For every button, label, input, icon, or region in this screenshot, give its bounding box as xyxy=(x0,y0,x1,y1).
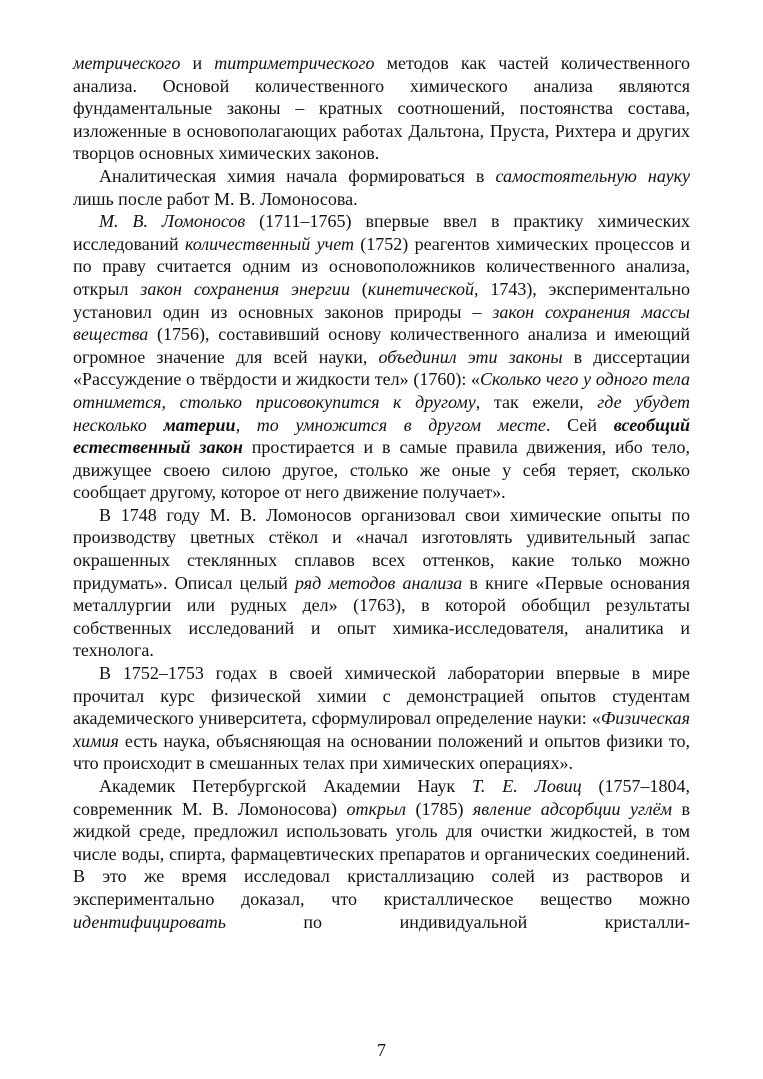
bold-italic-text: материи xyxy=(163,414,236,435)
italic-text: открыл xyxy=(346,798,406,819)
paragraph xyxy=(73,210,690,504)
body-text xyxy=(73,52,690,933)
italic-text: ряд методов анализа xyxy=(294,572,463,593)
italic-text: закон сохранения массы вещества xyxy=(73,301,690,345)
italic-text: метрического xyxy=(73,53,181,73)
text-run: (1752) реагентов химических процессов и по праву считается одним из основоположников количественного анализа, открыл xyxy=(73,233,690,299)
italic-text: явление адсорбции углём xyxy=(472,798,673,819)
text-run: методов как частей количественного анализа. Основой количественного химического анализа являются фундаментальные законы – кратных соотношений, постоянства состава, изложенные в основополагающих работах Дальтона, Пруста, Рихтера и других творцов основных химических законов. xyxy=(73,53,691,164)
text-run: В 1752–1753 годах в своей химической лаборатории впервые в мире прочитал курс физической химии с демонстрацией опытов студентам академического университета, сформулировал определение науки: « xyxy=(73,663,690,729)
italic-text: количественный учет xyxy=(184,233,354,254)
italic-text: титриметрического xyxy=(214,53,375,73)
text-run: в жидкой среде, предложил использовать уголь для очистки жидкостей, в том числе воды, спирта, фармацевтических препаратов и органических соединений. В это же время исследовал кристаллизацию солей из растворов и экспериментально доказал, что кристаллическое вещество можно xyxy=(73,798,691,909)
text-run: простирается и в самые правила движения, ибо тело, движущее своею силою другое, столько же оные у себя теряет, сколько сообщает другому, которое от него движение получает». xyxy=(73,437,691,503)
text-run: Аналитическая химия начала формироваться в xyxy=(99,165,496,186)
paragraph xyxy=(73,52,690,165)
paragraph xyxy=(73,662,690,775)
text-run: ( xyxy=(349,278,368,299)
paragraph xyxy=(73,775,690,933)
text-run: (1757–1804, современник М. В. Ломоносова) xyxy=(73,776,690,819)
italic-text: Сколько чего у одного тела отнимется, столько присовокупится к другому xyxy=(73,369,690,412)
text-run: (1756), составивший основу количественного анализа и имеющий огромное значение для всей науки, xyxy=(73,324,690,367)
text-run: . Сей xyxy=(545,414,614,435)
italic-text: М. В. Ломоносов xyxy=(99,211,246,232)
italic-text: где убудет несколько xyxy=(73,391,690,435)
text-run: , так ежели, xyxy=(475,391,598,412)
page-number: 7 xyxy=(377,1040,386,1060)
italic-text: Физическая химия xyxy=(73,708,690,751)
italic-text: закон сохранения энергии xyxy=(140,278,350,299)
italic-text: кинетической xyxy=(367,278,474,299)
bold-italic-text: всеобщий естественный закон xyxy=(73,414,690,458)
paragraph xyxy=(73,504,690,662)
italic-text: идентифицировать xyxy=(73,911,226,932)
italic-text: объединил эти законы xyxy=(378,346,563,367)
text-run: , 1743), экспериментально установил один из основных законов природы – xyxy=(73,278,690,322)
text-run: В 1748 году М. В. Ломоносов организовал свои химические опыты по производству цветных стёкол и «начал изготовлять удивительный запас окрашенных стеклянных сплавов всех оттенков, какие только можно придумать». Описал целый xyxy=(73,504,690,593)
italic-text: , то умножится в другом месте xyxy=(235,414,546,435)
paragraph xyxy=(73,165,690,210)
text-run: есть наука, объясняющая на основании положений и опытов физики то, что происходит в смешанных телах при химических операциях». xyxy=(73,730,690,774)
text-run: в диссертации «Рассуждение о твёрдости и жидкости тел» (1760): « xyxy=(73,346,691,390)
italic-text: Т. Е. Ловиц xyxy=(472,776,582,796)
text-run: (1785) xyxy=(405,798,473,819)
text-run: по индивидуальной кристалли- xyxy=(225,911,690,932)
text-run: в книге «Первые основания металлургии или рудных дел» (1763), в которой обобщил результаты собственных исследований и опыт химика-исследователя, аналитика и технолога. xyxy=(73,572,690,661)
italic-text: самостоятельную науку xyxy=(495,165,690,186)
text-run: (1711–1765) впервые ввел в практику химических исследований xyxy=(73,211,690,254)
text-run: и xyxy=(180,53,215,73)
text-run: Академик Петербургской Академии Наук xyxy=(99,776,473,796)
text-run: лишь после работ М. В. Ломоносова. xyxy=(73,188,358,209)
